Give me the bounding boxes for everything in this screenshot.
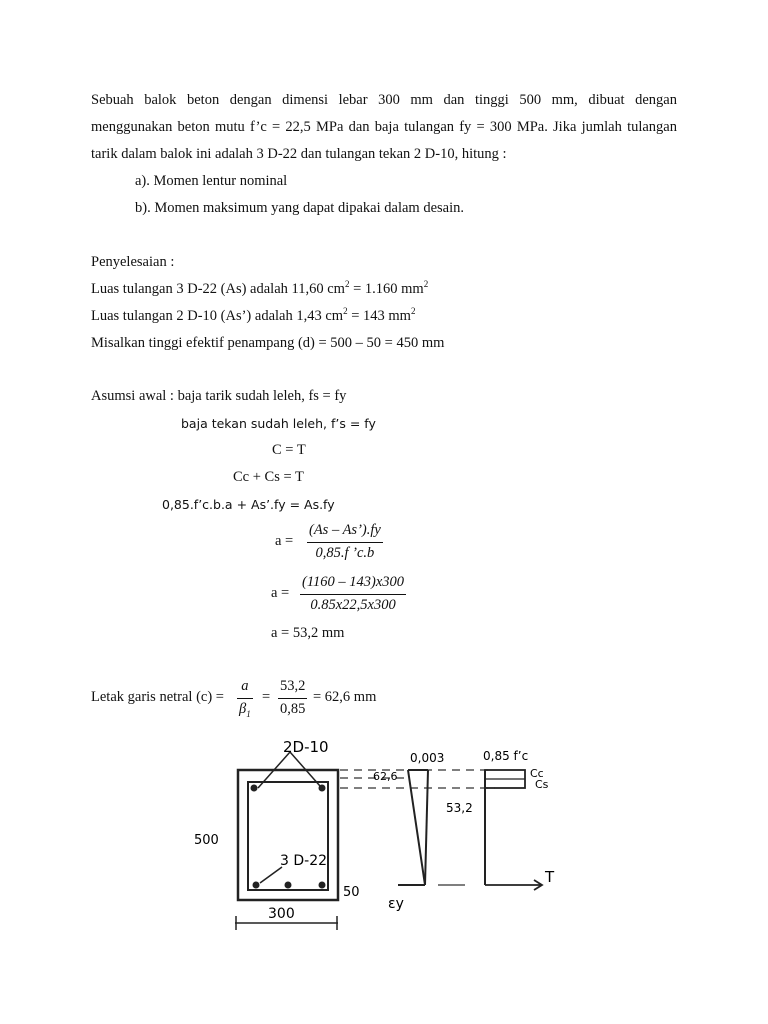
problem-line-3: tarik dalam balok ini adalah 3 D-22 dan tulangan tekan 2 D-10, hitung : <box>91 146 507 162</box>
strain-top-label: 0,003 <box>410 751 445 765</box>
bottom-bar-leader <box>260 867 282 883</box>
c-value-fraction <box>278 678 307 718</box>
a-substitution-numerator: (1160 – 143)x300 <box>302 574 405 590</box>
bottom-bars-label: 3 D-22 <box>280 853 328 869</box>
a-formula-denominator: 0,85.f ’c.b <box>315 545 375 561</box>
a-result: a = 53,2 mm <box>271 625 345 641</box>
assumption-line-1: Asumsi awal : baja tarik sudah leleh, fs = fy <box>91 388 347 404</box>
fraction-bar <box>307 542 383 543</box>
tension-force-label: T <box>545 868 555 886</box>
problem-line-2: menggunakan beton mutu f’c = 22,5 MPa dan baja tulangan fy = 300 MPa. Jika jumlah tulangan <box>91 119 677 135</box>
equation-c-equals-t: C = T <box>272 442 306 458</box>
stirrup <box>248 782 328 890</box>
as-prime-area-line: Luas tulangan 2 D-10 (As’) adalah 1,43 $cm^2 = 143$ $mm^2$ <box>91 306 416 324</box>
cover-label: 50 <box>343 885 360 900</box>
fraction-bar <box>237 698 253 699</box>
as-area-line: Luas tulangan 3 D-22 (As) adalah 11,60 $cm^2 = 1.160$ $mm^2$ <box>91 279 429 297</box>
c-value-numerator: 53,2 <box>280 678 306 694</box>
width-label: 300 <box>268 906 295 922</box>
stress-block-label: 0,85 f’c <box>483 749 529 763</box>
problem-item-a: a). Momen lentur nominal <box>135 173 288 189</box>
problem-line-1: Sebuah balok beton dengan dimensi lebar 300 mm dan tinggi 500 mm, dibuat dengan <box>91 92 677 108</box>
top-bar <box>251 785 258 792</box>
equals-sign: = <box>262 689 271 705</box>
compression-depth-label: 53,2 <box>446 801 473 815</box>
a-label-1: a = <box>275 533 294 549</box>
a-substitution-fraction <box>300 574 406 614</box>
top-bars-label: 2D-10 <box>283 738 329 756</box>
effective-depth-line: Misalkan tinggi efektif penampang (d) = 500 – 50 = 450 mm <box>91 335 445 351</box>
c-formula-denominator: $\beta_1$ <box>239 701 251 719</box>
bottom-bar <box>319 882 326 889</box>
fraction-bar <box>300 594 406 595</box>
strain-profile-line <box>408 770 425 885</box>
cc-label: Cc <box>530 767 544 780</box>
c-formula-fraction <box>237 678 253 719</box>
a-formula-fraction <box>307 522 383 562</box>
strain-right-line <box>425 770 428 885</box>
neutral-axis-label: Letak garis netral (c) = <box>91 689 224 705</box>
bottom-bar <box>253 882 260 889</box>
assumption-line-2: baja tekan sudah leleh, f’s = fy <box>181 416 376 431</box>
solution-heading: Penyelesaian : <box>91 254 175 270</box>
steel-strain-label: εy <box>388 896 404 912</box>
c-value-denominator: 0,85 <box>280 701 306 717</box>
a-label-2: a = <box>271 585 290 601</box>
bottom-bar <box>285 882 292 889</box>
cs-label: Cs <box>535 778 549 791</box>
c-result: = 62,6 mm <box>313 689 377 705</box>
neutral-axis-depth-label: 62,6 <box>373 770 398 783</box>
equation-cc-cs-t: Cc + Cs = T <box>233 469 304 485</box>
height-label: 500 <box>194 833 219 848</box>
a-substitution-denominator: 0.85x22,5x300 <box>310 597 396 613</box>
equation-force-balance: 0,85.f’c.b.a + As’.fy = As.fy <box>162 497 335 512</box>
a-formula-numerator: (As – As’).fy <box>309 522 381 538</box>
c-formula-numerator: a <box>241 678 249 694</box>
problem-item-b: b). Momen maksimum yang dapat dipakai dalam desain. <box>135 200 464 216</box>
beam-section-diagram <box>180 730 590 945</box>
fraction-bar <box>278 698 307 699</box>
